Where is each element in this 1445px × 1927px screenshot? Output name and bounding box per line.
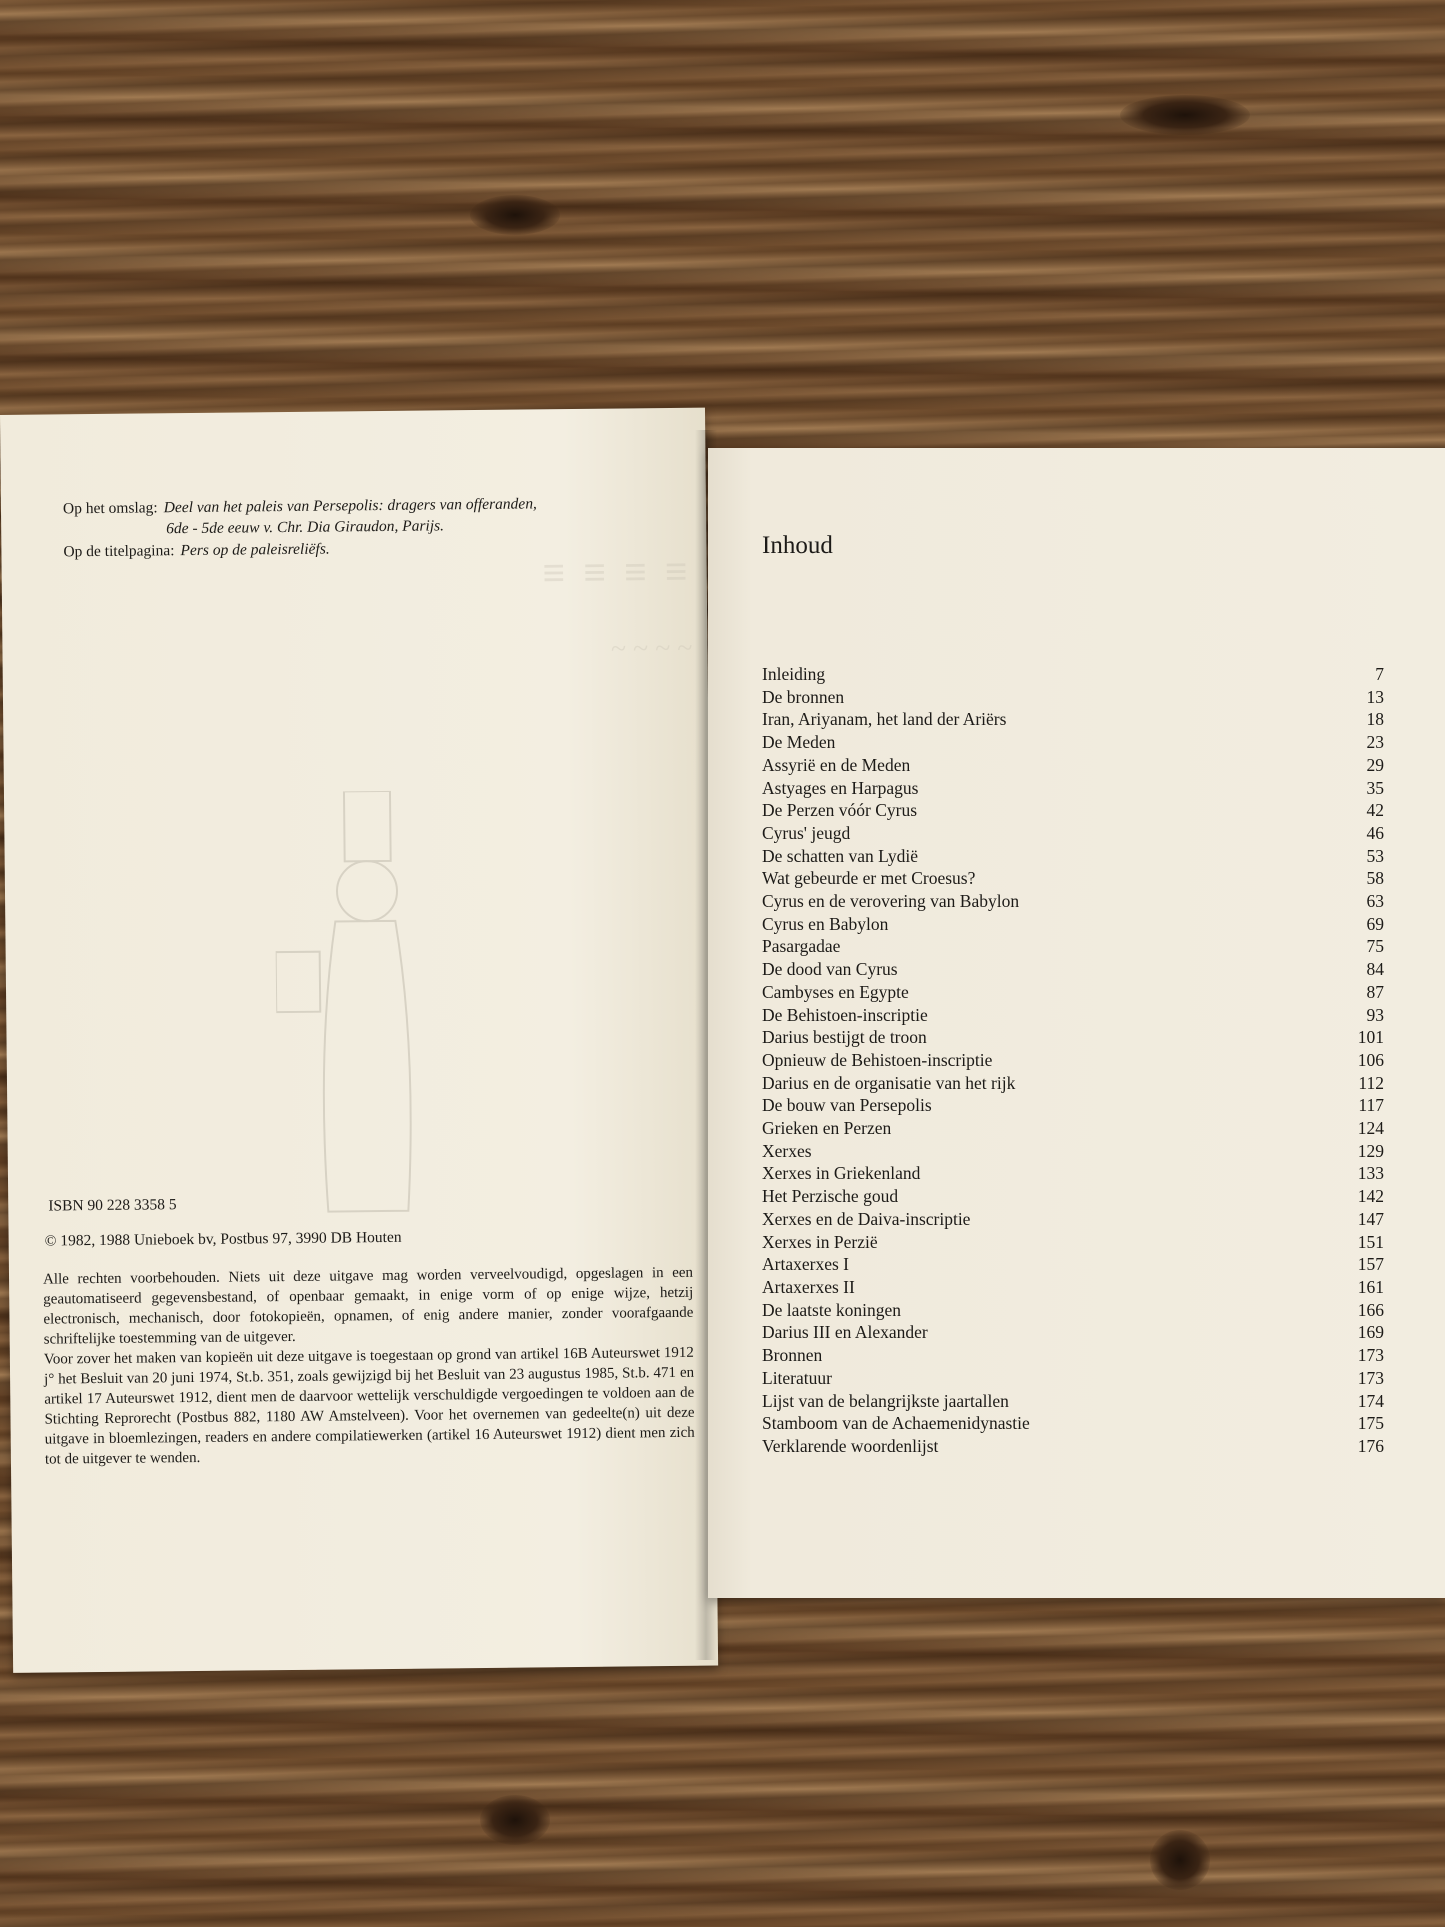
cover-label: Op het omslag: <box>62 499 158 518</box>
toc-entry <box>762 958 1384 981</box>
toc-entry <box>762 1208 1384 1231</box>
toc-entry-page: 18 <box>1366 709 1384 730</box>
toc-entry-page: 112 <box>1358 1072 1384 1093</box>
toc-entry-page: 124 <box>1357 1118 1384 1139</box>
toc-entry <box>762 1117 1384 1140</box>
toc-entry <box>762 777 1384 800</box>
toc-entry-page: 173 <box>1357 1345 1384 1366</box>
toc-entry-title: Astyages en Harpagus <box>762 777 919 798</box>
show-through-author: ~ ~ ~ ~ <box>610 632 693 665</box>
toc-entry <box>762 981 1384 1004</box>
toc-entry <box>762 1072 1384 1095</box>
toc-entry <box>762 1094 1384 1117</box>
toc-entry-page: 176 <box>1357 1435 1384 1456</box>
toc-entry-page: 161 <box>1357 1276 1384 1297</box>
toc-entry-page: 117 <box>1358 1095 1384 1116</box>
toc-entry-title: Het Perzische goud <box>762 1186 899 1207</box>
toc-entry <box>762 1412 1384 1435</box>
toc-entry <box>762 822 1384 845</box>
toc-entry-page: 133 <box>1357 1163 1384 1184</box>
toc-entry <box>762 1162 1384 1185</box>
toc-entry-page: 93 <box>1366 1004 1384 1025</box>
toc-entry-title: Inleiding <box>762 664 826 684</box>
toc-entry-title: De Perzen vóór Cyrus <box>762 800 918 821</box>
toc-entry-page: 23 <box>1366 732 1384 753</box>
toc-entry-page: 129 <box>1357 1140 1384 1161</box>
toc-entry-title: Assyrië en de Meden <box>762 754 911 775</box>
cover-description: Deel van het paleis van Persepolis: dragers van offeranden, <box>163 495 537 517</box>
toc-entry-title: Lijst van de belangrijkste jaartallen <box>762 1390 1009 1411</box>
toc-entry <box>762 731 1384 754</box>
toc-entry <box>762 1276 1384 1299</box>
toc-entry-page: 63 <box>1366 891 1384 912</box>
toc-entry-title: Cyrus en de verovering van Babylon <box>762 891 1020 912</box>
wood-knot <box>480 1795 550 1845</box>
toc-entry <box>762 1321 1384 1344</box>
toc-entry <box>762 663 1384 686</box>
toc-entry-title: De bouw van Persepolis <box>762 1095 932 1116</box>
toc-entry-title: Iran, Ariyanam, het land der Ariërs <box>762 709 1007 730</box>
title-page-description: Pers op de paleisreliëfs. <box>180 540 330 560</box>
wood-knot <box>470 195 560 235</box>
toc-entry-page: 151 <box>1357 1231 1384 1252</box>
toc-entry <box>762 890 1384 913</box>
toc-entry-title: Wat gebeurde er met Croesus? <box>762 868 976 889</box>
toc-entry-page: 142 <box>1357 1186 1384 1207</box>
toc-entry-page: 75 <box>1366 936 1384 957</box>
toc-entry <box>762 1140 1384 1163</box>
toc-entry <box>762 935 1384 958</box>
isbn: ISBN 90 228 3358 5 <box>48 1196 177 1215</box>
toc-entry-page: 175 <box>1357 1413 1384 1434</box>
toc-entry-title: Cyrus en Babylon <box>762 913 889 934</box>
toc-entry-title: Darius bestijgt de troon <box>762 1027 927 1048</box>
toc-entry-title: Artaxerxes I <box>762 1254 849 1275</box>
toc-entry <box>762 913 1384 936</box>
toc-entry-title: Darius en de organisatie van het rijk <box>762 1072 1016 1093</box>
toc-entry-title: De bronnen <box>762 686 845 707</box>
rights-paragraph: Voor zover het maken van kopieën uit deze uitgave is toegestaan op grond van artikel 16B Auteurswet 1912 j° het Besluit van 20 juni 1974, St.b. 351, zoals gewijzigd bij het Besluit van 23 augustus 1985, St.b. 471 en artikel 17 Auteurswet 1912, dient men de daarvoor wettelijk verschuldigde vergoedingen te voldoen aan de Stichting Reprorecht (Postbus 882, 1180 AW Amstelveen). Voor het overnemen van gedeelte(n) uit deze uitgave in bloemlezingen, readers en andere compilatiewerken (artikel 16 Auteurswet 1912) dient men zich tot de uitgever te wenden. <box>43 1344 695 1468</box>
wood-knot <box>1150 1830 1210 1890</box>
cover-description-continued: 6de - 5de eeuw v. Chr. Dia Giraudon, Parijs. <box>166 517 445 538</box>
toc-entry-title: Xerxes <box>762 1140 812 1161</box>
toc-entry <box>762 708 1384 731</box>
toc-entry-page: 147 <box>1357 1208 1384 1229</box>
toc-entry-title: Grieken en Perzen <box>762 1118 892 1139</box>
toc-entry-title: Bronnen <box>762 1345 823 1366</box>
toc-entry-title: Literatuur <box>762 1367 832 1388</box>
toc-entry-title: Xerxes en de Daiva-inscriptie <box>762 1208 971 1229</box>
toc-entry <box>762 1231 1384 1254</box>
toc-entry-page: 58 <box>1366 868 1384 889</box>
toc-entry-page: 29 <box>1366 754 1384 775</box>
toc-entry-page: 53 <box>1366 845 1384 866</box>
toc-entry <box>762 1185 1384 1208</box>
toc-entry-page: 157 <box>1357 1254 1384 1275</box>
toc-entry <box>762 754 1384 777</box>
right-page <box>708 448 1445 1598</box>
toc-entry <box>762 1299 1384 1322</box>
title-page-label: Op de titelpagina: <box>63 542 175 561</box>
toc-entry <box>762 1390 1384 1413</box>
toc-entry-page: 173 <box>1357 1367 1384 1388</box>
toc-entry <box>762 1049 1384 1072</box>
toc-entry-page: 166 <box>1357 1299 1384 1320</box>
toc-entry <box>762 1004 1384 1027</box>
rights-notice <box>43 1263 695 1470</box>
rights-paragraph: Alle rechten voorbehouden. Niets uit deze uitgave mag worden verveelvoudigd, opgeslagen in een geautomatiseerd gegevensbestand, of openbaar gemaakt, in enige vorm of op enige wijze, hetzij electronisch, mechanisch, door fotokopieën, opnamen, of enig andere manier, zonder voorafgaande schriftelijke toestemming van de uitgever. <box>42 1264 694 1348</box>
toc-heading: Inhoud <box>762 532 833 559</box>
toc-entry-page: 106 <box>1357 1049 1384 1070</box>
toc-entry <box>762 686 1384 709</box>
left-page <box>0 408 718 1673</box>
toc-entry-page: 46 <box>1366 822 1384 843</box>
toc-entry-title: Opnieuw de Behistoen-inscriptie <box>762 1049 993 1070</box>
copyright-notice: © 1982, 1988 Unieboek bv, Postbus 97, 3990 DB Houten <box>44 1228 402 1250</box>
toc-entry-page: 174 <box>1357 1390 1384 1411</box>
toc-entry-page: 69 <box>1366 913 1384 934</box>
toc-entry-title: Artaxerxes II <box>762 1276 855 1297</box>
show-through-title: ≡ ≡ ≡ ≡ <box>542 548 692 596</box>
toc-entry-page: 13 <box>1366 686 1384 707</box>
toc-entry-title: Darius III en Alexander <box>762 1322 928 1343</box>
wood-knot <box>1120 95 1250 135</box>
toc-entry-title: Pasargadae <box>762 936 841 957</box>
toc-entry <box>762 799 1384 822</box>
toc-entry-page: 169 <box>1357 1322 1384 1343</box>
toc-entry-title: De schatten van Lydië <box>762 845 918 866</box>
toc-entry-page: 87 <box>1366 981 1384 1002</box>
toc-entry-title: De Meden <box>762 732 836 753</box>
toc-entry-page: 84 <box>1366 959 1384 980</box>
toc-entry-title: Xerxes in Griekenland <box>762 1163 921 1184</box>
toc-entry-page: 35 <box>1366 777 1384 798</box>
show-through-figure <box>274 790 439 1272</box>
toc-entry <box>762 1253 1384 1276</box>
toc-entry <box>762 1026 1384 1049</box>
cover-notes <box>63 493 538 562</box>
toc-entry-title: Cambyses en Egypte <box>762 981 909 1002</box>
toc-entry <box>762 1344 1384 1367</box>
toc-entry-title: Verklarende woordenlijst <box>762 1435 939 1456</box>
toc-entry-title: De Behistoen-inscriptie <box>762 1004 928 1025</box>
toc-entry <box>762 867 1384 890</box>
toc-entry-title: De dood van Cyrus <box>762 959 898 980</box>
toc-entry <box>762 845 1384 868</box>
toc-entry <box>762 1367 1384 1390</box>
toc-entry-page: 101 <box>1357 1027 1384 1048</box>
toc-entry-title: Xerxes in Perzië <box>762 1231 878 1252</box>
toc-entry-page: 42 <box>1366 800 1384 821</box>
table-of-contents <box>762 663 1384 1458</box>
toc-entry-title: De laatste koningen <box>762 1299 901 1320</box>
toc-entry-page: 7 <box>1375 664 1384 684</box>
toc-entry-title: Stamboom van de Achaemenidynastie <box>762 1413 1030 1434</box>
toc-entry <box>762 1435 1384 1458</box>
toc-entry-title: Cyrus' jeugd <box>762 822 851 843</box>
